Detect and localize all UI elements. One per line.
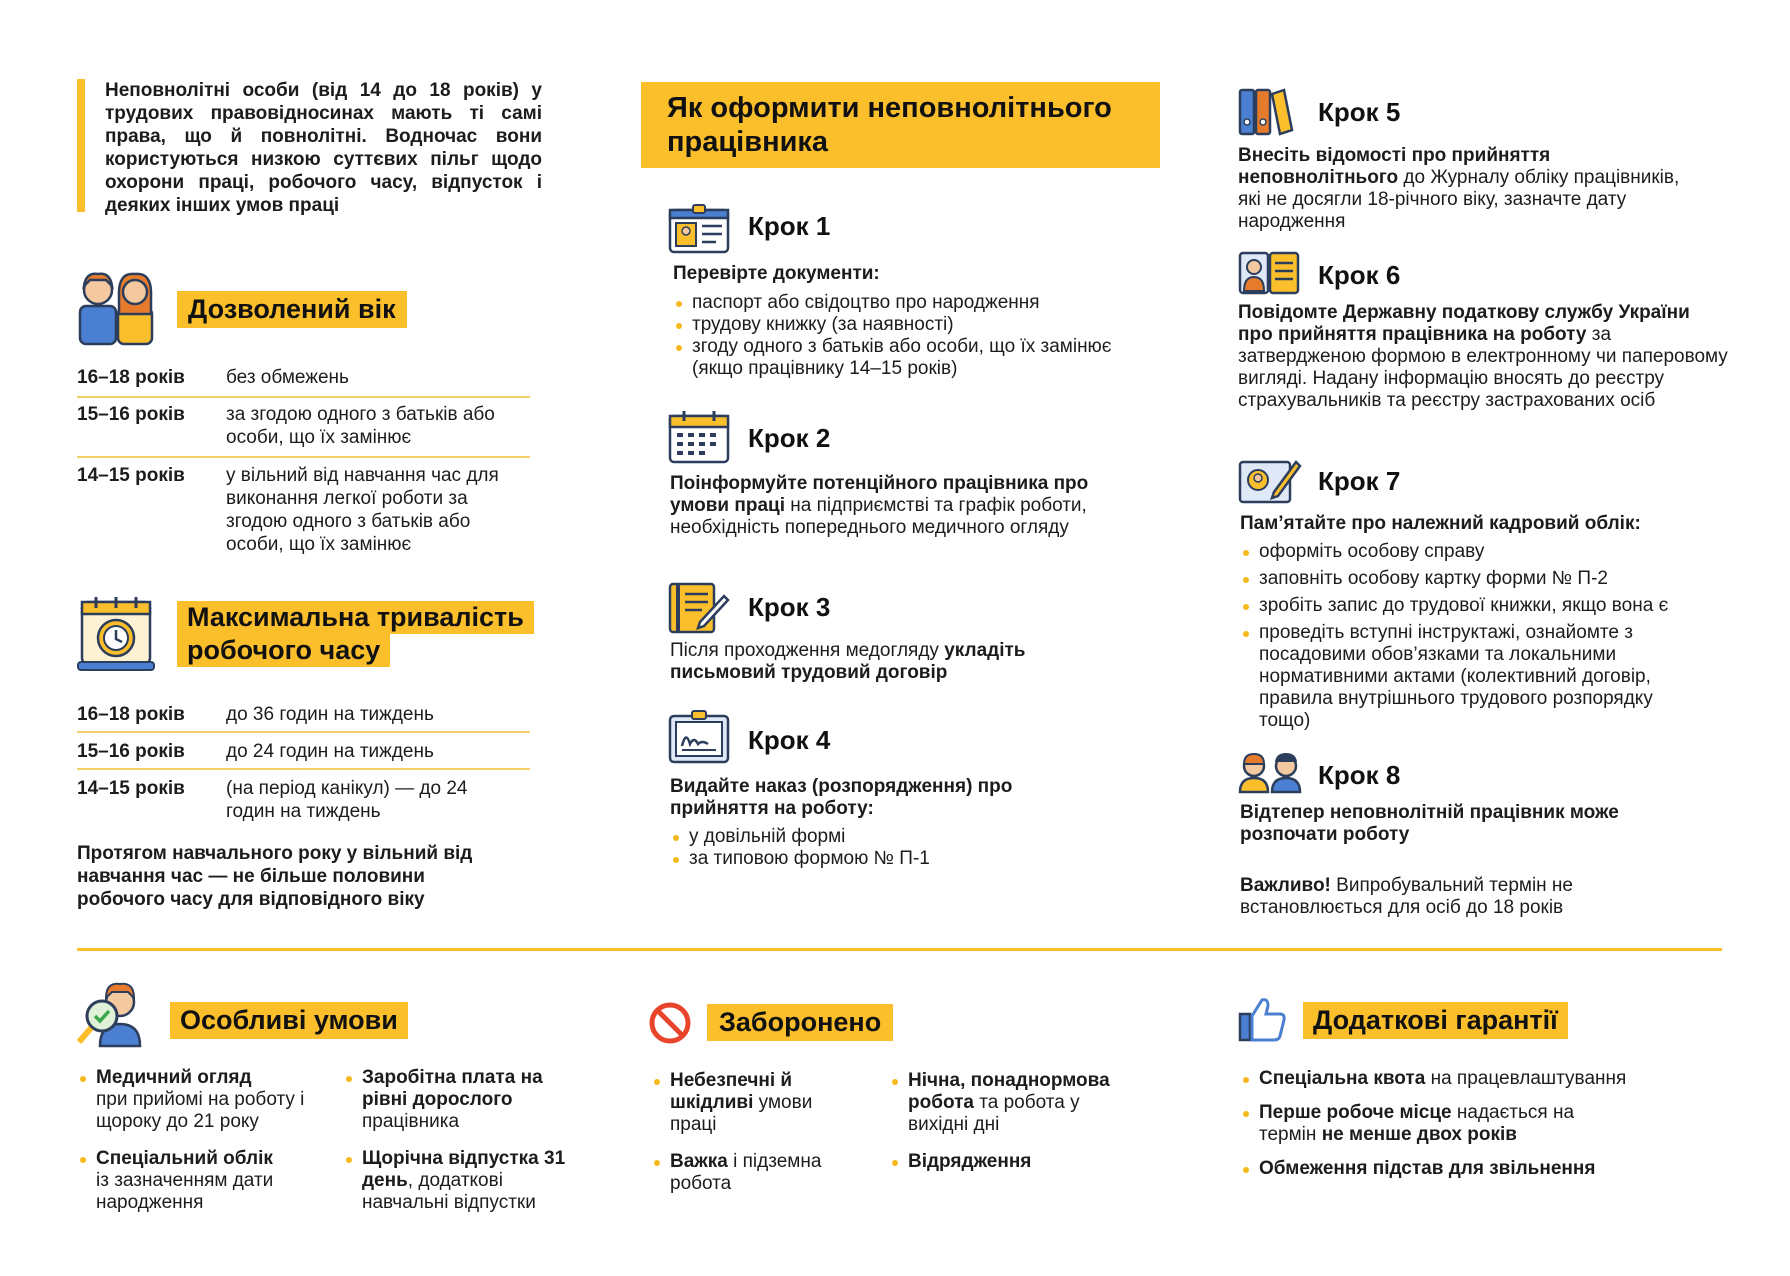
hours-row — [77, 703, 530, 727]
step6-title: Крок 6 — [1318, 260, 1401, 290]
step5-rest: до Журналу обліку працівників, які не досягли 18-річного віку, зазначте дату народження — [1238, 167, 1680, 232]
step4-list — [670, 826, 1070, 870]
divider — [77, 396, 530, 398]
list-item — [1240, 1102, 1580, 1146]
important-note — [1240, 875, 1640, 919]
hours-row-value: (на період канікул) — до 24 годин на тиждень — [226, 778, 468, 822]
binders-icon — [1238, 86, 1294, 136]
divider — [77, 731, 530, 733]
age-row — [77, 464, 530, 556]
item-bold: Спеціальна квота — [1259, 1068, 1426, 1089]
item-bold: Важка — [670, 1151, 728, 1172]
step2-bold: Поінформуйте потенційного працівника про умови праці — [670, 473, 1089, 516]
special-col1 — [77, 1067, 342, 1214]
hours-row — [77, 740, 530, 764]
item-bold: не менше двох років — [1321, 1124, 1517, 1145]
list-item — [651, 1151, 851, 1195]
list-item: трудову книжку (за наявності) — [673, 314, 1113, 336]
list-item — [889, 1070, 1129, 1136]
list-item: згоду одного з батьків або особи, що їх замінює (якщо працівнику 14–15 років) — [673, 336, 1113, 380]
step3-rest: Після проходження медогляду — [670, 640, 945, 661]
howto-title: Як оформити неповнолітнього працівника — [667, 92, 1112, 158]
item-rest: і підземна робота — [670, 1151, 822, 1194]
age-row-value: у вільний від навчання час для виконання легкої роботи за згодою одного з батьків або особи, що їх замінює — [226, 465, 499, 555]
age-row-value: за згодою одного з батьків або особи, що їх замінює — [226, 404, 495, 448]
special-col2 — [343, 1067, 568, 1214]
list-item: заповніть особову картку форми № П-2 — [1240, 568, 1730, 590]
age-title: Дозволений вік — [177, 291, 407, 328]
step6-rest: за затвердженою формою в електронному чи паперовому вигляді. Надану інформацію вносять до реєстру страхувальників та реєстру застрахованих осіб — [1238, 324, 1728, 411]
step3-bold: укладіть письмовий трудовий договір — [670, 640, 1026, 683]
hours-row-key: 16–18 років — [77, 704, 185, 725]
list-item — [1240, 1068, 1680, 1090]
item-rest: , додаткові навчальні відпустки — [362, 1170, 536, 1213]
teens-icon — [76, 266, 156, 346]
step7-lead: Пам’ятайте про належний кадровий облік: — [1240, 513, 1641, 534]
item-bold: Спеціальний облік — [96, 1148, 273, 1169]
list-item — [651, 1070, 851, 1136]
item-bold: Нічна, понаднормова робота — [908, 1070, 1110, 1113]
hours-row-value: до 36 годин на тиждень — [226, 704, 434, 725]
prohibited-icon — [648, 1001, 692, 1045]
forbidden-col1 — [651, 1070, 851, 1195]
profile-pencil-icon — [1238, 458, 1302, 506]
age-row — [77, 403, 530, 451]
age-row — [77, 366, 530, 390]
guarantees-title: Додаткові гарантії — [1303, 1002, 1568, 1039]
list-item — [889, 1151, 1129, 1173]
item-rest: та робота у вихідні дні — [908, 1092, 1080, 1135]
intro-bar — [77, 79, 85, 212]
age-row-key: 15–16 років — [77, 404, 185, 425]
item-rest: на працевлаштування — [1425, 1068, 1627, 1089]
hours-row — [77, 777, 530, 825]
calendar-icon — [668, 410, 730, 464]
list-item: за типовою формою № П-1 — [670, 848, 1070, 870]
list-item: зробіть запис до трудової книжки, якщо вона є — [1240, 595, 1730, 617]
divider — [77, 768, 530, 770]
step2-title: Крок 2 — [748, 423, 831, 453]
step6-text — [1238, 302, 1728, 412]
hours-note: Протягом навчального року у вільний від навчання час — не більше половини робочого часу для відповідного віку — [77, 843, 473, 910]
item-rest: умови праці — [670, 1092, 813, 1135]
signature-icon — [668, 710, 730, 766]
list-item: проведіть вступні інструктажі, ознайомте з посадовими обов’язками та локальними нормативними актами (колективний договір, правила внутрішнього трудового розпорядку тощо) — [1240, 622, 1690, 732]
step1-title: Крок 1 — [748, 211, 831, 241]
divider — [77, 456, 530, 458]
age-row-key: 16–18 років — [77, 367, 185, 388]
age-row-value: без обмежень — [226, 367, 349, 388]
list-item: паспорт або свідоцтво про народження — [673, 292, 1113, 314]
step5-text — [1238, 145, 1688, 233]
important-rest: Випробувальний термін не встановлюється для осіб до 18 років — [1240, 875, 1573, 918]
step2-rest: на підприємстві та графік роботи, необхідність попереднього медичного огляду — [670, 495, 1087, 538]
list-item: у довільній формі — [670, 826, 1070, 848]
guarantees-list — [1240, 1068, 1680, 1180]
magnifier-person-icon — [76, 978, 142, 1048]
step4-title: Крок 4 — [748, 725, 831, 755]
hours-title — [177, 601, 534, 667]
step3-title: Крок 3 — [748, 592, 831, 622]
hours-row-key: 14–15 років — [77, 778, 185, 799]
special-title: Особливі умови — [170, 1002, 408, 1039]
document-pen-icon — [668, 582, 730, 634]
step2-text — [670, 473, 1110, 539]
step3-text — [670, 640, 1090, 684]
item-bold: Заробітна плата на рівні дорослого — [362, 1067, 543, 1110]
item-bold: Небезпечні й шкідливі — [670, 1070, 793, 1113]
step6-bold: Повідомте Державну податкову службу України про прийняття працівника на роботу — [1238, 302, 1690, 345]
step5-bold: Внесіть відомості про прийняття неповнолітнього — [1238, 145, 1551, 188]
item-rest: працівника — [362, 1111, 460, 1132]
workers-icon — [1238, 752, 1304, 794]
howto-title-box — [641, 82, 1160, 168]
section-divider — [77, 948, 1722, 951]
calendar-clock-icon — [76, 594, 156, 674]
item-bold: Щорічна відпустка 31 день — [362, 1148, 566, 1191]
list-item — [77, 1067, 342, 1133]
forbidden-col2 — [889, 1070, 1129, 1173]
intro-text: Неповнолітні особи (від 14 до 18 років) у трудових правовідносинах мають ті самі права, що й повнолітні. Водночас вони користуються низкою суттєвих пільг щодо охорони праці, робочого часу, відпусток і деяких інших умов праці — [105, 80, 542, 216]
hours-title-line2: робочого часу — [177, 634, 390, 667]
step8-title: Крок 8 — [1318, 760, 1401, 790]
list-item: оформіть особову справу — [1240, 541, 1730, 563]
id-card-icon — [668, 204, 730, 254]
list-item — [77, 1148, 342, 1214]
item-rest: із зазначенням дати народження — [96, 1170, 274, 1213]
hours-row-value: до 24 годин на тиждень — [226, 741, 434, 762]
list-item — [1240, 1158, 1680, 1180]
forbidden-title: Заборонено — [707, 1004, 893, 1041]
thumbs-up-icon — [1238, 996, 1286, 1042]
step5-title: Крок 5 — [1318, 97, 1401, 127]
step7-title: Крок 7 — [1318, 466, 1401, 496]
item-rest: при прийомі на роботу і щороку до 21 року — [96, 1089, 305, 1132]
step4-lead: Видайте наказ (розпорядження) про прийняття на роботу: — [670, 776, 1013, 819]
item-bold: Відрядження — [908, 1151, 1032, 1172]
important-bold: Важливо! — [1240, 875, 1331, 896]
step7-list — [1240, 541, 1730, 732]
list-item — [343, 1067, 568, 1133]
list-item — [343, 1148, 568, 1214]
hours-title-line1: Максимальна тривалість — [177, 601, 534, 634]
item-rest: надається на термін — [1259, 1102, 1575, 1145]
item-bold: Обмеження підстав для звільнення — [1259, 1158, 1596, 1179]
item-bold: Медичний огляд — [96, 1067, 252, 1088]
step8-text: Відтепер неповнолітній працівник може розпочати роботу — [1240, 802, 1619, 845]
step1-list — [673, 292, 1113, 380]
hours-row-key: 15–16 років — [77, 741, 185, 762]
item-bold: Перше робоче місце — [1259, 1102, 1452, 1123]
step1-lead: Перевірте документи: — [673, 263, 880, 284]
age-row-key: 14–15 років — [77, 465, 185, 486]
employee-record-icon — [1238, 251, 1300, 295]
